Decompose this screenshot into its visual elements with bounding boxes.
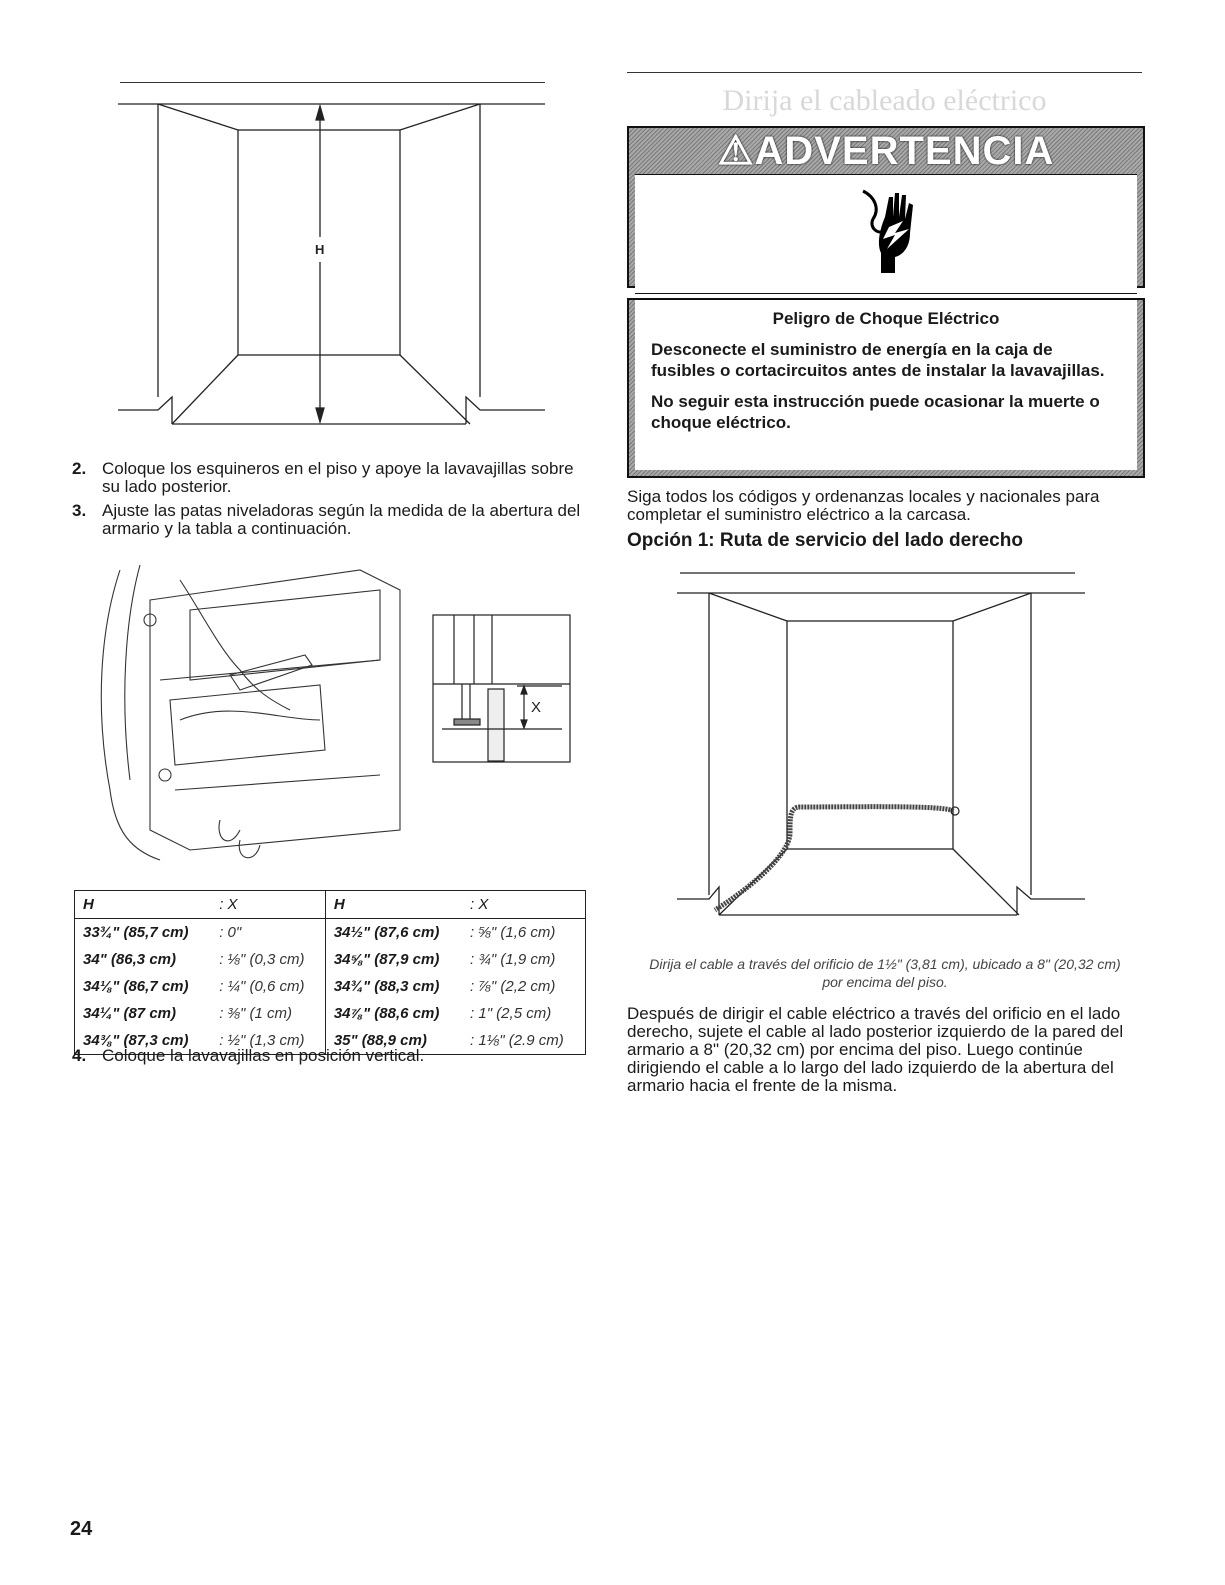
cabinet-opening-diagram — [110, 92, 550, 432]
warning-instruction: Desconecte el suministro de energía en la caja de fusibles o cortacircuitos antes de instalar la lavavajillas. — [651, 340, 1105, 380]
leg-detail-diagram — [432, 614, 572, 764]
table-cell: : ⅝" (1,6 cm) — [470, 924, 556, 941]
table-cell: 34" (86,3 cm) — [83, 951, 176, 968]
after-routing-text: Después de dirigir el cable eléctrico a través del orificio en el lado derecho, sujete el cable al lado posterior izquierdo de la pared del armario a 8" (20,32 cm) por encima del piso. Luego continúe dirigiendo el cable a lo largo del lado izquierdo de la abertura del armario hacia el frente de la misma. — [627, 1004, 1124, 1095]
table-row — [75, 946, 586, 973]
table-cell: : ¼" (0,6 cm) — [211, 973, 325, 1000]
steps-list — [72, 460, 592, 544]
table-cell: : 0" — [211, 919, 325, 947]
table-cell: 34⅞" (88,6 cm) — [333, 1005, 440, 1022]
step-number: 4. — [72, 1046, 87, 1065]
table-cell: : ⅜" (1 cm) — [211, 1000, 325, 1027]
table-header-row — [75, 891, 586, 919]
warning-icon-panel — [635, 174, 1137, 294]
intro-text: Siga todos los códigos y ordenanzas locales y nacionales para completar el suministro eléctrico a la carcasa. — [627, 487, 1100, 524]
table-cell: 34⅝" (87,9 cm) — [333, 951, 440, 968]
table-cell: : ½" (1,3 cm) — [211, 1027, 325, 1055]
warning-text-box — [627, 298, 1145, 478]
table-row — [75, 1000, 586, 1027]
column-header: H — [325, 891, 462, 919]
diagram-caption: Dirija el cable a través del orificio de 1½" (3,81 cm), ubicado a 8" (20,32 cm) por encima del piso. — [649, 956, 1121, 990]
x-label: X — [531, 699, 542, 716]
step-3 — [72, 502, 592, 538]
cable-routing-diagram — [675, 565, 1095, 925]
table-row — [75, 973, 586, 1000]
leveling-table — [74, 890, 586, 1055]
top-rule-right — [627, 72, 1142, 73]
table-cell: 33¾" (85,7 cm) — [83, 924, 189, 941]
height-label: H — [315, 242, 325, 257]
step-text: Ajuste las patas niveladoras según la medida de la abertura del armario y la tabla a continuación. — [102, 501, 581, 538]
warning-box — [627, 126, 1145, 288]
table-row — [75, 919, 586, 947]
top-rule-left — [120, 82, 545, 83]
table-cell: : ⅞" (2,2 cm) — [470, 978, 556, 995]
page-number: 24 — [70, 1518, 93, 1540]
table-cell: : ⅛" (0,3 cm) — [211, 946, 325, 973]
step-2 — [72, 460, 592, 496]
column-header: H — [75, 891, 212, 919]
step-number: 2. — [72, 459, 87, 478]
table-cell: : 1" (2,5 cm) — [470, 1005, 552, 1022]
step-number: 3. — [72, 501, 87, 520]
table-cell: 34⅛" (86,7 cm) — [83, 978, 189, 995]
table-cell: : ¾" (1,9 cm) — [470, 951, 556, 968]
steps-list-continued — [72, 1047, 592, 1071]
table-cell: 34½" (87,6 cm) — [333, 924, 440, 941]
option-heading: Opción 1: Ruta de servicio del lado derecho — [627, 530, 1023, 551]
table-cell: 34⅜" (87,3 cm) — [83, 1032, 189, 1049]
table-cell: 35" (88,9 cm) — [333, 1032, 427, 1049]
column-header: : X — [462, 891, 585, 919]
leveling-legs-illustration — [80, 550, 420, 870]
table-cell: 34¾" (88,3 cm) — [333, 978, 440, 995]
column-header: : X — [211, 891, 325, 919]
step-text: Coloque los esquineros en el piso y apoye la lavavajillas sobre su lado posterior. — [102, 459, 574, 496]
step-text: Coloque la lavavajillas en posición vertical. — [102, 1046, 425, 1065]
electric-shock-icon — [855, 187, 935, 277]
step-4 — [72, 1047, 592, 1065]
section-title: Dirija el cableado eléctrico — [722, 84, 1047, 117]
warning-header: ⚠ADVERTENCIA — [717, 129, 1055, 173]
warning-consequence: No seguir esta instrucción puede ocasionar la muerte o choque eléctrico. — [651, 392, 1100, 432]
warning-text-panel — [635, 300, 1137, 470]
warning-title: Peligro de Choque Eléctrico — [772, 309, 1000, 328]
table-cell: : 1⅛" (2.9 cm) — [470, 1032, 564, 1049]
table-cell: 34¼" (87 cm) — [83, 1005, 176, 1022]
